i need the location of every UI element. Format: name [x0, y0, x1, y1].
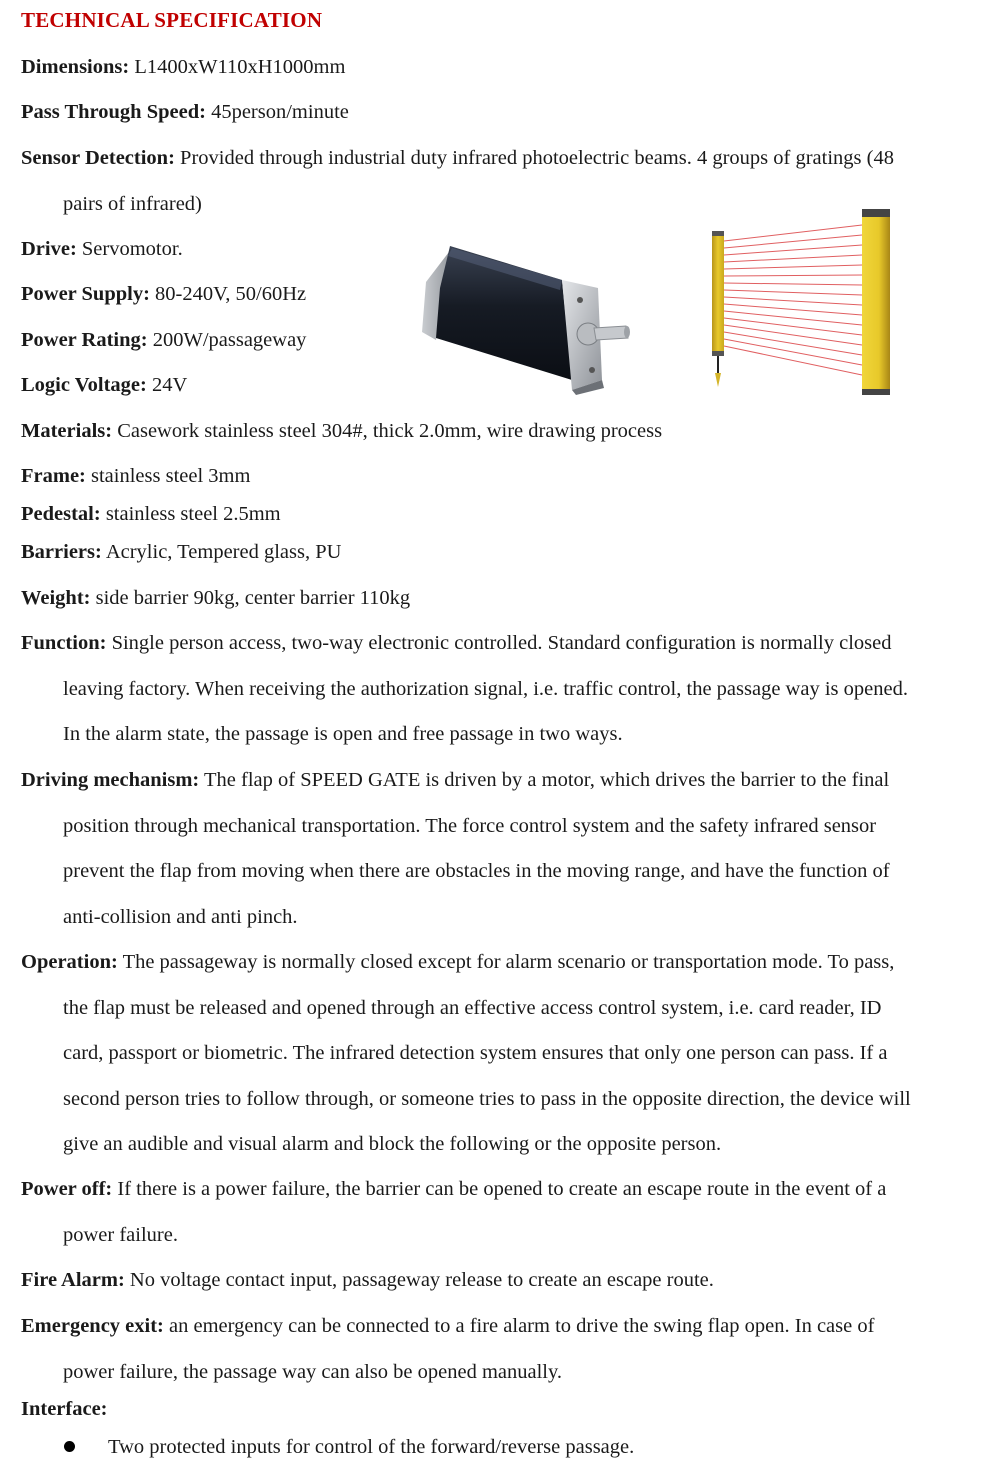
spec-value: side barrier 90kg, center barrier 110kg [95, 587, 411, 609]
spec-continuation [63, 676, 908, 702]
spec-label: Barriers: [21, 541, 102, 563]
spec-value: give an audible and visual alarm and block the following or the opposite person. [63, 1133, 722, 1156]
spec-label: Drive: [21, 238, 77, 260]
spec-value: stainless steel 2.5mm [105, 503, 281, 525]
page-title: TECHNICAL SPECIFICATION [21, 8, 323, 32]
spec-label: Materials: [21, 420, 113, 442]
spec-row [21, 539, 341, 565]
spec-row [21, 327, 306, 353]
spec-value: 24V [151, 374, 188, 396]
spec-row [21, 463, 250, 489]
spec-label: Dimensions: [21, 56, 130, 78]
spec-value: second person tries to follow through, or someone tries to pass in the opposite direction, the device will [63, 1087, 911, 1110]
spec-continuation [63, 858, 890, 884]
spec-label: Power Rating: [21, 329, 148, 351]
infrared-beam [724, 318, 862, 335]
spec-continuation [63, 1131, 721, 1157]
infrared-beam [724, 283, 862, 285]
spec-value: pairs of infrared) [63, 192, 202, 215]
spec-continuation [63, 721, 623, 747]
spec-value: Casework stainless steel 304#, thick 2.0mm, wire drawing process [117, 420, 663, 442]
spec-value: If there is a power failure, the barrier can be opened to create an escape route in the event of a [117, 1178, 887, 1200]
infrared-beam [724, 265, 862, 269]
spec-row [21, 145, 894, 171]
spec-label: Sensor Detection: [21, 147, 175, 169]
infrared-beam [724, 297, 862, 305]
infrared-beam [724, 225, 862, 241]
spec-value: Servomotor. [81, 238, 183, 260]
infrared-beams [724, 225, 862, 375]
spec-label: Function: [21, 632, 107, 654]
spec-row [21, 501, 281, 527]
spec-value: an emergency can be connected to a fire alarm to drive the swing flap open. In case of [169, 1315, 875, 1337]
spec-continuation [63, 1086, 911, 1112]
spec-row [21, 54, 345, 80]
spec-value: stainless steel 3mm [91, 465, 251, 487]
spec-label: Power off: [21, 1178, 113, 1200]
bullet-icon [64, 1441, 75, 1452]
spec-value: 200W/passageway [152, 329, 307, 351]
spec-label: Power Supply: [21, 283, 150, 305]
spec-value: The flap of SPEED GATE is driven by a motor, which drives the barrier to the final [204, 769, 890, 791]
spec-value: Provided through industrial duty infrared photoelectric beams. 4 groups of gratings (48 [180, 147, 894, 169]
spec-label: Interface: [21, 1398, 108, 1420]
spec-row [21, 585, 410, 611]
infrared-beam [724, 255, 862, 262]
spec-continuation [63, 813, 876, 839]
spec-value: The passageway is normally closed except for alarm scenario or transportation mode. To pass, [122, 951, 895, 973]
spec-value: 45person/minute [211, 101, 349, 123]
infrared-beam [724, 346, 862, 375]
spec-continuation [63, 1359, 562, 1385]
spec-row [21, 418, 662, 444]
spec-label: Pass Through Speed: [21, 101, 206, 123]
spec-value: position through mechanical transportation. The force control system and the safety infrared sensor [63, 814, 877, 837]
spec-value: No voltage contact input, passageway release to create an escape route. [129, 1269, 714, 1291]
spec-row [21, 281, 306, 307]
spec-continuation [63, 1222, 178, 1248]
spec-value: power failure. [63, 1223, 178, 1246]
infrared-beam [724, 290, 862, 295]
spec-continuation [63, 1040, 887, 1066]
spec-label: Emergency exit: [21, 1315, 164, 1337]
spec-label: Driving mechanism: [21, 769, 200, 791]
spec-value: leaving factory. When receiving the authorization signal, i.e. traffic control, the passage way is opened. [63, 677, 908, 700]
spec-row [21, 372, 187, 398]
spec-row [21, 1313, 874, 1339]
spec-row [21, 236, 183, 262]
spec-value: In the alarm state, the passage is open and free passage in two ways. [63, 723, 623, 746]
spec-value: Acrylic, Tempered glass, PU [105, 541, 342, 563]
spec-value: power failure, the passage way can also be opened manually. [63, 1360, 563, 1383]
interface-item: Two protected inputs for control of the forward/reverse passage. [108, 1436, 635, 1458]
spec-continuation [63, 904, 298, 930]
spec-row [21, 949, 894, 975]
spec-row [21, 767, 889, 793]
spec-row [21, 1396, 108, 1422]
spec-label: Operation: [21, 951, 118, 973]
spec-row [21, 630, 891, 656]
spec-label: Pedestal: [21, 503, 101, 525]
infrared-beam [724, 275, 862, 276]
servomotor-image [412, 230, 632, 395]
spec-continuation [63, 191, 202, 217]
spec-value: 80-240V, 50/60Hz [155, 283, 307, 305]
spec-value: anti-collision and anti pinch. [63, 905, 298, 928]
spec-label: Fire Alarm: [21, 1269, 125, 1291]
spec-continuation [63, 995, 881, 1021]
spec-value: prevent the flap from moving when there are obstacles in the moving range, and have the function of [63, 860, 890, 883]
spec-row [21, 99, 349, 125]
spec-value: the flap must be released and opened through an effective access control system, i.e. card reader, ID [63, 996, 882, 1019]
light-curtain-image [700, 205, 905, 395]
spec-label: Weight: [21, 587, 91, 609]
spec-value: card, passport or biometric. The infrared detection system ensures that only one person can pass. If a [63, 1042, 888, 1065]
spec-label: Logic Voltage: [21, 374, 147, 396]
spec-value: L1400xW110xH1000mm [134, 56, 346, 78]
spec-row [21, 1267, 714, 1293]
spec-label: Frame: [21, 465, 86, 487]
spec-row [21, 1176, 886, 1202]
spec-value: Single person access, two-way electronic controlled. Standard configuration is normally closed [111, 632, 892, 654]
